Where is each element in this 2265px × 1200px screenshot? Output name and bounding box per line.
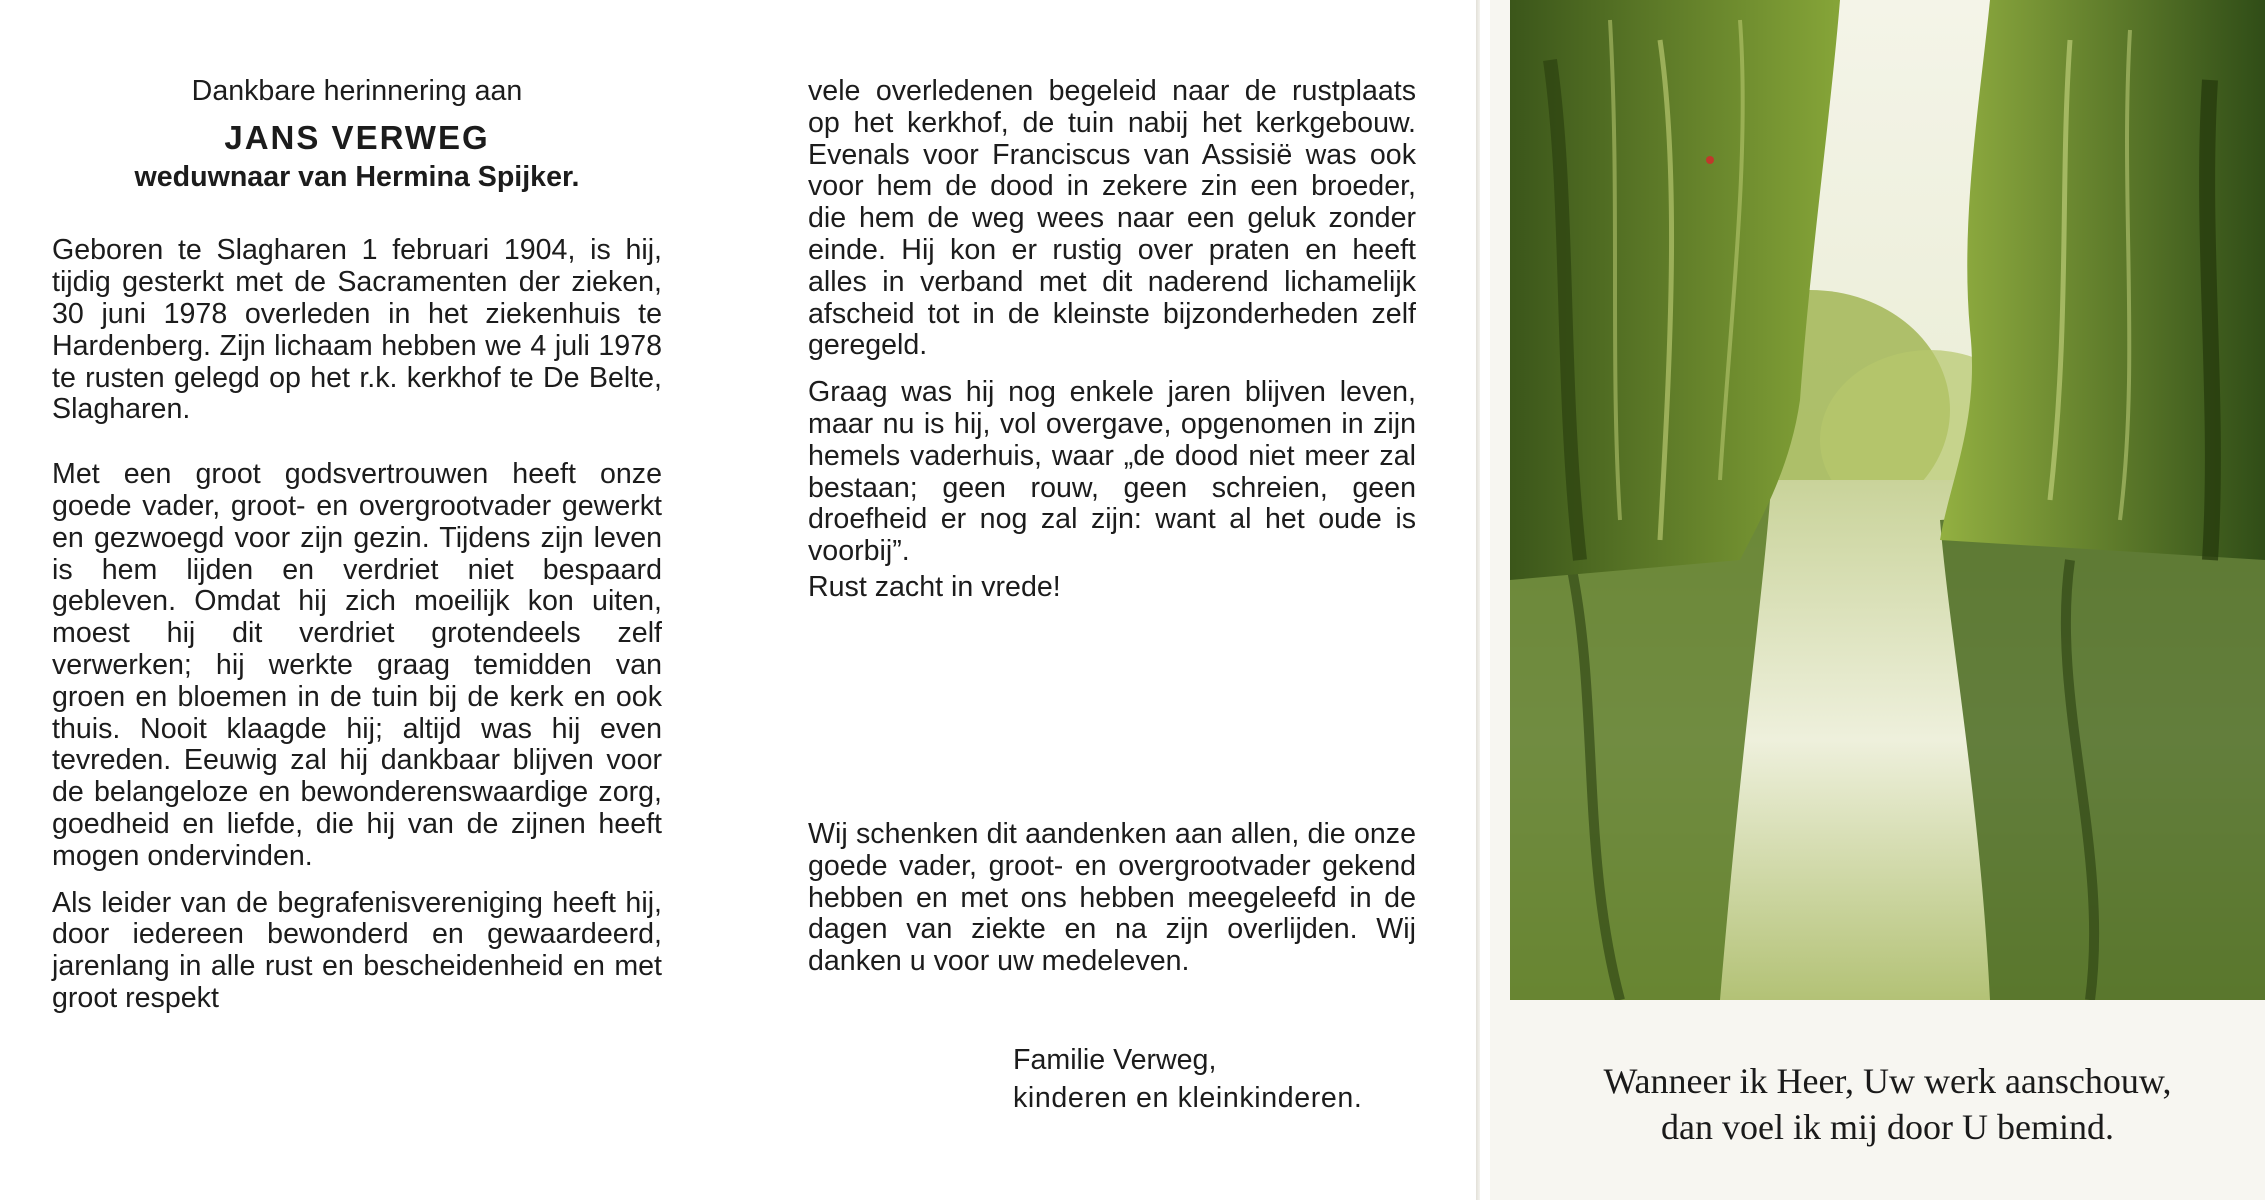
rest-in-peace-line: Rust zacht in vrede! [808,570,1061,603]
left-column [52,76,662,1015]
funeral-society-paragraph: Als leider van de begrafenisvereniging heeft hij, door iedereen bewonderd en gewaardeerd, jarenlang in alle rust en bescheidenheid en met groot respekt [52,886,662,1014]
right-column [808,76,1416,604]
photo-caption [1510,1058,2265,1150]
life-paragraph: Met een groot godsvertrouwen heeft onze goede vader, groot- en overgrootvader gewerkt en gezwoegd voor zijn gezin. Tijdens zijn leven is hem lijden en verdriet niet bespaard gebleven. Omdat hij zich moeilijk kon uiten, moest hij dit verdriet grotendeels zelf verwerken; hij werkte graag temidden van groen en bloemen in de tuin bij de kerk en ook thuis. Nooit klaagde hij; altijd was hij even tevreden. Eeuwig zal hij dankbaar blijven voor de belangeloze en bewonderenswaardige zorg, goedheid en liefde, die hij van de zijnen heeft mogen ondervinden. [52,458,662,872]
fold-line [1476,0,1480,1200]
death-paragraph: vele overledenen begeleid naar de rustplaats op het kerkhof, de tuin nabij het kerkgebouw. Evenals voor Franciscus van Assisië was ook voor hem de dood in zekere zin een broeder, die hem de weg wees naar een geluk zonder einde. Hij kon er rustig over praten en heeft alles in verband met dit naderend lichamelijk afscheid tot in de kleinste bijzonderheden zelf geregeld. [808,75,1416,362]
willow-pond-photo [1510,0,2265,1000]
signature-children: kinderen en kleinkinderen. [1013,1082,1363,1114]
deceased-name: JANS VERWEG [224,118,490,156]
willow-pond-illustration [1510,0,2265,1000]
caption-line-2: dan voel ik mij door U bemind. [1661,1107,2114,1147]
caption-line-1: Wanneer ik Heer, Uw werk aanschouw, [1603,1061,2172,1101]
family-signature [1013,1041,1423,1117]
birth-death-paragraph: Geboren te Slagharen 1 februari 1904, is hij, tijdig gesterkt met de Sacramenten der zieken, 30 juni 1978 overleden in het ziekenhuis te Hardenberg. Zijn lichaam hebben we 4 juli 1978 te rusten gelegd op het r.k. kerkhof te De Belte, Slagharen. [52,234,662,426]
willow-right-trunk [2207,80,2213,560]
intro-heading: Dankbare herinnering aan [191,75,523,107]
thanks-paragraph: Wij schenken dit aandenken aan allen, die onze goede vader, groot- en overgrootvader gekend hebben en met ons hebben meegeleefd in de dagen van ziekte en na zijn overlijden. Wij danken u voor uw medeleven. [808,818,1416,978]
faith-paragraph: Graag was hij nog enkele jaren blijven leven, maar nu is hij, vol overgave, opgenomen in zijn hemels vaderhuis, waar „de dood niet meer zal bestaan; geen rouw, geen schreien, geen droefheid er nog zal zijn: want al het oude is voorbij”. [808,376,1416,568]
reflection-right [1940,500,2265,1000]
red-flower [1706,156,1714,164]
signature-family: Familie Verweg, [1013,1044,1217,1076]
widower-line: weduwnaar van Hermina Spijker. [134,160,580,193]
